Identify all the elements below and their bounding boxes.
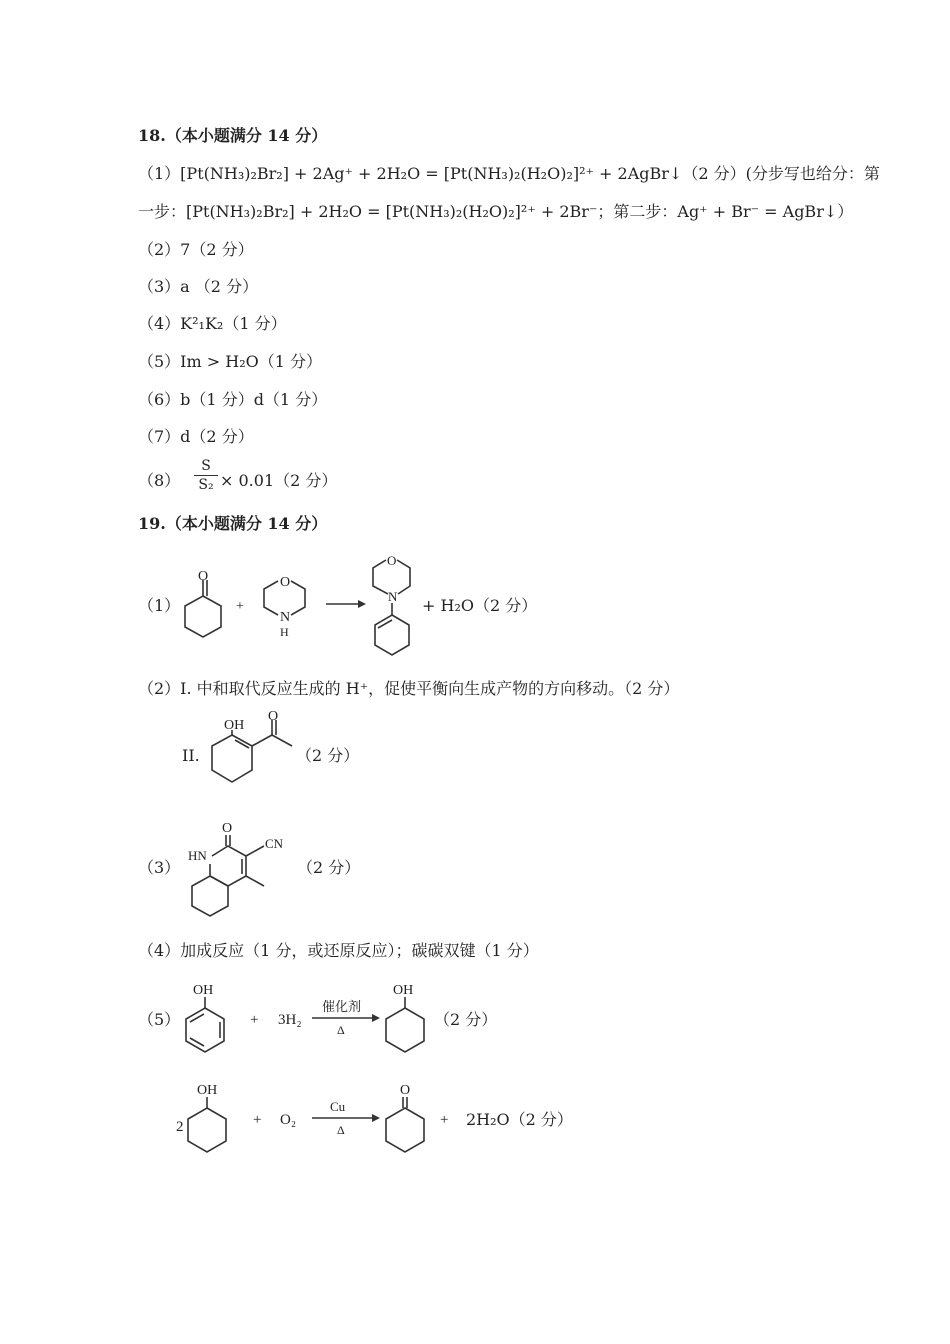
- catalyst-label: 催化剂: [322, 999, 362, 1014]
- q19-answer-1-label: （1）: [138, 596, 181, 615]
- q19-answer-4: （4）加成反应（1 分，或还原反应）；碳碳双键（1 分）: [138, 941, 539, 960]
- q18-answer-8-label: （8）: [138, 471, 181, 490]
- nitrile-group: CN: [265, 836, 284, 851]
- hydrogen-reagent: 3H₂: [278, 1012, 302, 1028]
- q19-answer-3-score: （2 分）: [297, 858, 361, 877]
- cyclohexanone-structure: [386, 1083, 424, 1152]
- morpholine-oxygen: O: [280, 575, 291, 590]
- fraction-numerator: S: [201, 458, 211, 474]
- cyclohexanol-structure: [188, 1083, 226, 1152]
- pyridone-oxygen: O: [222, 821, 233, 836]
- q18-answer-3: （3）a （2 分）: [138, 277, 259, 296]
- phenol-oh: OH: [193, 983, 214, 998]
- product-nitrogen: N: [388, 589, 398, 604]
- q18-answer-5: （5）Im > H₂O（1 分）: [138, 352, 323, 371]
- q19-answer-3-label: （3）: [138, 858, 181, 877]
- q18-answer-6: （6）b（1 分）d（1 分）: [138, 390, 328, 409]
- q19-answer-5-label: （5）: [138, 1010, 181, 1029]
- plus-sign: +: [236, 599, 244, 614]
- hydroxyl-group: OH: [224, 718, 245, 733]
- ketone-oxygen: O: [198, 569, 209, 584]
- q18-answer-7: （7）d（2 分）: [138, 427, 254, 446]
- coefficient: 2: [176, 1119, 184, 1135]
- acetyl-oxygen: O: [268, 709, 279, 724]
- cyclohexanol-oh: OH: [393, 983, 414, 998]
- q18-answer-4: （4）K²₁K₂（1 分）: [138, 314, 287, 333]
- pyridone-nh: HN: [188, 848, 207, 863]
- morpholine-nitrogen: N: [280, 610, 291, 625]
- q19-answer-2-line: （2）I. 中和取代反应生成的 H⁺，促使平衡向生成产物的方向移动。（2 分）: [138, 679, 680, 698]
- product-oxygen: O: [387, 553, 397, 568]
- q19-heading: 19.（本小题满分 14 分）: [138, 514, 328, 533]
- plus-sign: +: [250, 1012, 259, 1028]
- q18-answer-2: （2）7（2 分）: [138, 240, 254, 259]
- cyclohexanol-oh: OH: [197, 1083, 218, 1098]
- heat-symbol: Δ: [337, 1023, 345, 1037]
- q18-answer-1-line2: 一步：[Pt(NH₃)₂Br₂] + 2H₂O = [Pt(NH₃)₂(H₂O)₂]²⁺ + 2Br⁻；第二步：Ag⁺ + Br⁻ = AgBr↓）: [138, 202, 854, 221]
- fraction-denominator: S₂: [198, 477, 214, 493]
- plus-sign: +: [253, 1112, 262, 1128]
- heat-symbol: Δ: [337, 1123, 345, 1137]
- plus-sign: +: [440, 1112, 449, 1128]
- ketone-oxygen: O: [400, 1083, 411, 1098]
- q19-answer-2-score: （2 分）: [296, 746, 360, 765]
- q19-answer-5-oxidation-tail: 2H₂O（2 分）: [466, 1110, 573, 1129]
- oxygen-reagent: O₂: [280, 1112, 297, 1128]
- reaction-arrow: [312, 1099, 380, 1137]
- catalyst-label: Cu: [330, 1099, 346, 1114]
- q18-heading: 18.（本小题满分 14 分）: [138, 126, 328, 145]
- q19-answer-5-score: （2 分）: [434, 1010, 498, 1029]
- morpholine-hydrogen: H: [280, 625, 289, 639]
- q18-answer-1-line1: （1）[Pt(NH₃)₂Br₂] + 2Ag⁺ + 2H₂O = [Pt(NH₃)₂(H₂O)₂]²⁺ + 2AgBr↓（2 分）(分步写也给分：第: [138, 164, 880, 183]
- q19-answer-1-tail: + H₂O（2 分）: [422, 596, 538, 615]
- q18-answer-8-tail: × 0.01（2 分）: [220, 471, 338, 490]
- q19-answer-2-II-label: II.: [182, 746, 200, 765]
